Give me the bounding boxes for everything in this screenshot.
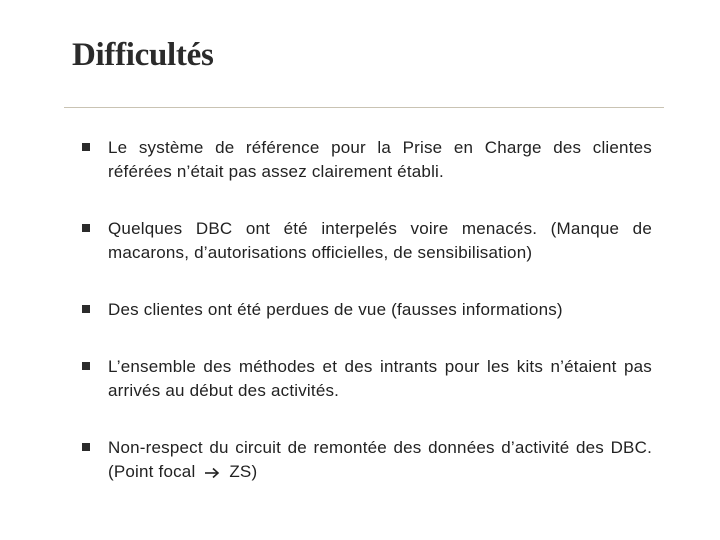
bullet-text: Des clientes ont été perdues de vue (fausses informations): [108, 300, 563, 319]
right-arrow-icon: [204, 467, 220, 479]
bullet-item: [80, 136, 652, 184]
bullet-text-start: Non-respect du circuit de remontée des données d’activité des DBC. (Point focal: [108, 438, 652, 481]
square-bullet-icon: [82, 305, 90, 313]
bullet-text: L’ensemble des méthodes et des intrants pour les kits n’étaient pas arrivés au début des activités.: [108, 357, 652, 400]
square-bullet-icon: [82, 362, 90, 370]
square-bullet-icon: [82, 143, 90, 151]
title-divider: [64, 107, 664, 108]
bullet-text: Le système de référence pour la Prise en Charge des clientes référées n’était pas assez clairement établi.: [108, 138, 652, 181]
square-bullet-icon: [82, 443, 90, 451]
bullet-item: [80, 436, 652, 484]
slide-title: Difficultés: [72, 37, 214, 73]
square-bullet-icon: [82, 224, 90, 232]
bullet-item: [80, 355, 652, 403]
bullet-text-end: ZS): [229, 462, 258, 481]
bullet-list: [80, 136, 652, 517]
bullet-item: [80, 298, 652, 322]
bullet-item: [80, 217, 652, 265]
bullet-text: Quelques DBC ont été interpelés voire menacés. (Manque de macarons, d’autorisations officielles, de sensibilisation): [108, 219, 652, 262]
